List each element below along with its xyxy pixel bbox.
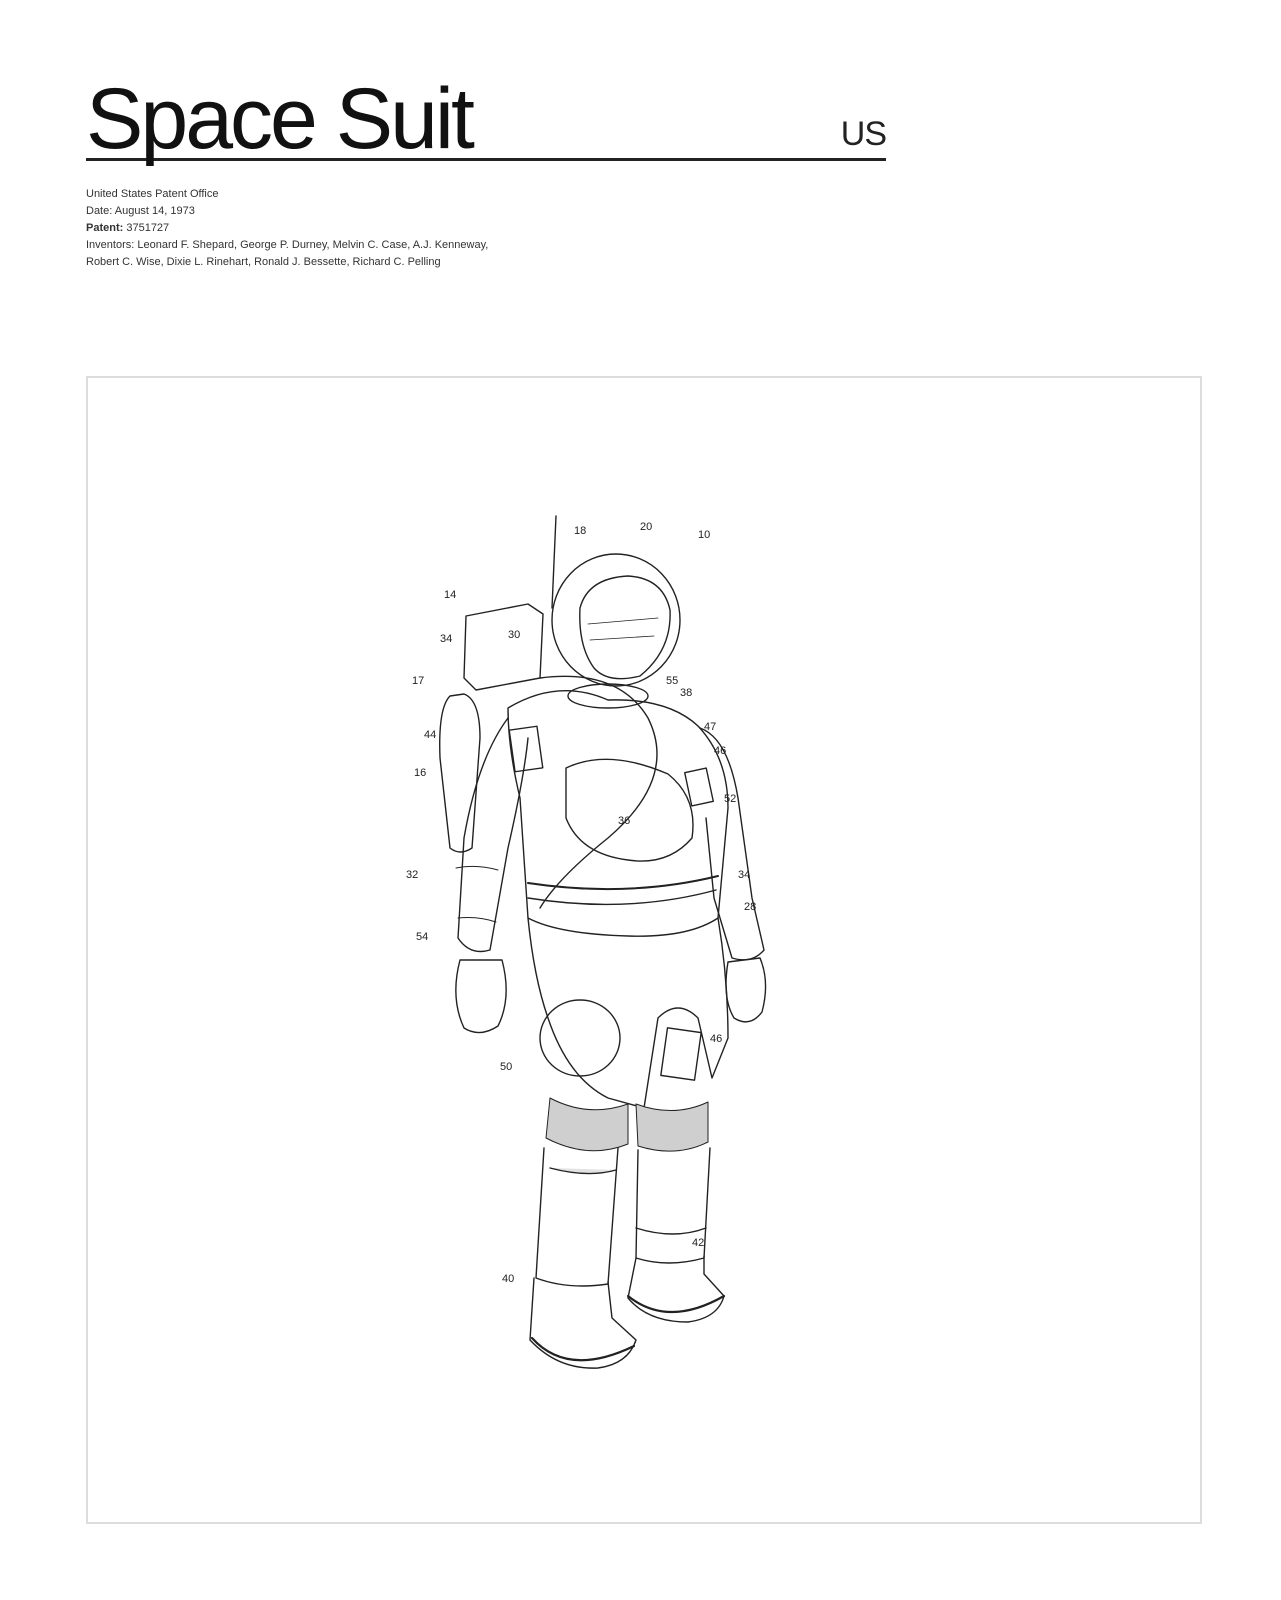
reference-numeral: 14 <box>444 589 457 601</box>
reference-numeral: 17 <box>412 675 425 687</box>
reference-numeral: 38 <box>680 687 693 699</box>
reference-numeral: 30 <box>508 629 521 641</box>
patent-meta <box>86 186 488 271</box>
reference-numeral: 28 <box>744 901 757 913</box>
patent-number: 3751727 <box>126 222 170 234</box>
inventors-line-1: Inventors: Leonard F. Shepard, George P. Durney, Melvin C. Case, A.J. Kenneway, <box>86 239 489 251</box>
page-title: Space Suit <box>86 71 472 167</box>
drawing-frame <box>86 376 1202 1524</box>
reference-numeral: 16 <box>414 767 427 779</box>
reference-numeral: 32 <box>406 869 419 881</box>
reference-numeral: 47 <box>704 721 717 733</box>
reference-numeral: 36 <box>618 815 631 827</box>
reference-numeral: 42 <box>692 1237 705 1249</box>
reference-numeral: 54 <box>416 931 429 943</box>
patent-label: Patent: <box>86 222 124 234</box>
inventors-line-2: Robert C. Wise, Dixie L. Rinehart, Ronald J. Bessette, Richard C. Pelling <box>86 256 441 268</box>
patent-number-line <box>86 220 488 237</box>
reference-numeral: 34 <box>738 869 751 881</box>
country-code: US <box>840 115 886 153</box>
reference-numeral: 10 <box>698 529 711 541</box>
reference-numeral: 34 <box>440 633 453 645</box>
reference-numeral: 55 <box>666 675 679 687</box>
patent-date: Date: August 14, 1973 <box>86 205 195 217</box>
reference-numeral: 18 <box>574 525 587 537</box>
reference-numerals <box>88 378 1200 1522</box>
reference-numeral: 40 <box>502 1273 515 1285</box>
reference-numeral: 44 <box>424 729 437 741</box>
reference-numeral: 52 <box>724 793 737 805</box>
reference-numeral: 46 <box>710 1033 723 1045</box>
reference-numeral: 20 <box>640 521 653 533</box>
header <box>86 70 886 167</box>
patent-office: United States Patent Office <box>86 188 219 200</box>
title-row <box>86 70 886 167</box>
reference-numeral: 50 <box>500 1061 513 1073</box>
reference-numeral: 46 <box>714 745 727 757</box>
